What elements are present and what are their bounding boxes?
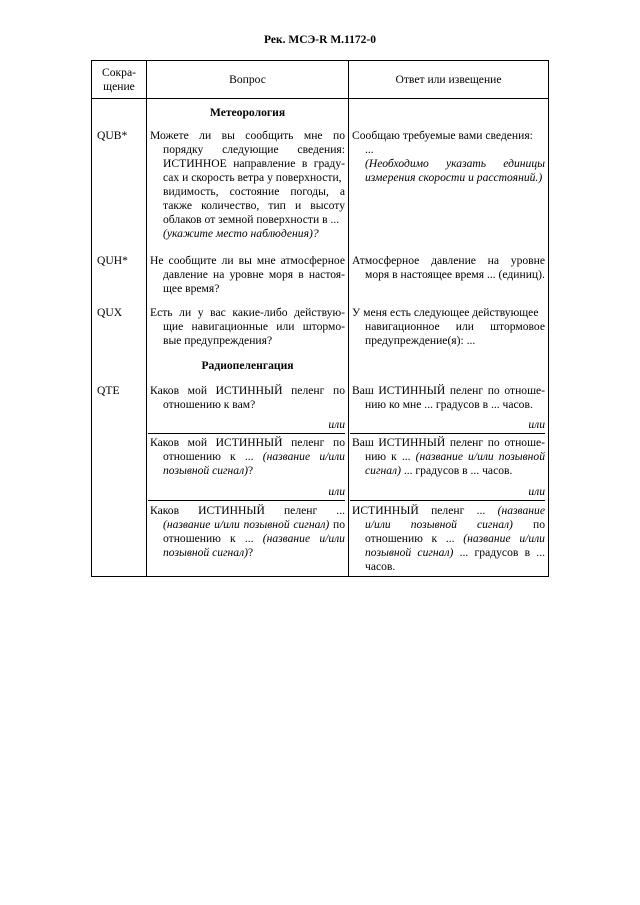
or-label: или bbox=[528, 418, 545, 431]
row-separator bbox=[148, 500, 345, 501]
text-line: ИСТИННОЕ направление в граду- bbox=[163, 157, 345, 170]
column-divider bbox=[146, 61, 147, 576]
header-abbr-line: Сокра- bbox=[102, 65, 136, 79]
row-separator bbox=[350, 500, 545, 501]
text-line: сах и скорость ветра у поверхности, bbox=[163, 171, 342, 184]
text-line: измерения скорости и расстояний.) bbox=[365, 171, 543, 184]
question-cell: Каков мой ИСТИННЫЙ пеленг по отношению к ... (название и/или позывной сигнал)? bbox=[150, 436, 345, 477]
text-line: (укажите место наблюдения)? bbox=[163, 227, 319, 240]
text-line: (название и/или позывной сигнал) по bbox=[163, 518, 345, 531]
table-header bbox=[92, 61, 548, 99]
text-line: отношению к ... (название и/или bbox=[365, 532, 545, 545]
question-cell bbox=[150, 254, 345, 296]
or-label: или bbox=[328, 418, 345, 431]
answer-cell: Ваш ИСТИННЫЙ пеленг по отноше- нию к ... (название и/или позывной сигнал) ... градусов в ... часов. bbox=[352, 436, 545, 477]
text-line: Каков ИСТИННЫЙ пеленг ... bbox=[150, 504, 345, 517]
text-line: (Необходимо указать единицы bbox=[365, 157, 545, 170]
text-line: отношению к ... (название и/или bbox=[163, 532, 345, 545]
text-line: Каков мой ИСТИННЫЙ пеленг по bbox=[150, 384, 345, 397]
answer-cell bbox=[352, 129, 545, 185]
answer-cell bbox=[352, 254, 545, 282]
text-line: Атмосферное давление на уровне bbox=[352, 254, 545, 267]
header-abbr bbox=[92, 61, 146, 98]
header-answer: Ответ или извещение bbox=[395, 72, 502, 86]
column-divider bbox=[348, 61, 349, 576]
question-cell bbox=[150, 384, 345, 412]
text-line: Есть ли у вас какие-либо действую- bbox=[150, 306, 345, 319]
text-line: позывной сигнал) ... градусов в ... bbox=[365, 546, 545, 559]
text-line: У меня есть следующее действующее bbox=[352, 306, 539, 319]
text-line: также количество, тип и высоту bbox=[163, 199, 345, 212]
text-line: Ваш ИСТИННЫЙ пеленг по отноше- bbox=[352, 384, 545, 397]
or-label: или bbox=[328, 485, 345, 498]
text-line: отношению к ... (название и/или bbox=[163, 450, 345, 463]
answer-cell bbox=[352, 384, 545, 412]
answer-cell bbox=[352, 504, 545, 574]
page-header: Рек. МСЭ-R M.1172-0 bbox=[264, 34, 376, 46]
qcode-table bbox=[91, 60, 549, 577]
section-title: Метеорология bbox=[209, 106, 286, 119]
text-line: щее время? bbox=[163, 282, 220, 295]
question-cell bbox=[150, 129, 345, 241]
text-line: облаков от земной поверхности в ... bbox=[163, 213, 340, 226]
text-line: навигационное или штормовое bbox=[365, 320, 545, 333]
question-cell: Каков ИСТИННЫЙ пеленг ... (название и/или позывной сигнал) по отношению к ... (название и/или позывной сигнал)? bbox=[150, 504, 345, 559]
text-line: Не сообщите ли вы мне атмосферное bbox=[150, 254, 345, 267]
abbr-cell: QUB* bbox=[97, 129, 128, 142]
section-title: Радиопеленгация bbox=[201, 359, 294, 372]
row-separator bbox=[148, 433, 345, 434]
text-line: давление на уровне моря в настоя- bbox=[163, 268, 345, 281]
text-line: и/или позывной сигнал) по bbox=[365, 518, 545, 531]
text-line: нию к ... (название и/или позывной bbox=[365, 450, 545, 463]
header-question: Вопрос bbox=[229, 72, 266, 86]
text-line: щие навигационные или штормо- bbox=[163, 320, 345, 333]
text-line: Сообщаю требуемые вами сведения: bbox=[352, 129, 533, 142]
text-line: видимость, состояние погоды, а bbox=[163, 185, 345, 198]
question-cell bbox=[150, 306, 345, 348]
text-line: часов. bbox=[365, 560, 396, 573]
text-line: вые предупреждения? bbox=[163, 334, 273, 347]
text-line: моря в настоящее время ... (единиц). bbox=[365, 268, 545, 281]
answer-cell bbox=[352, 306, 545, 348]
abbr-cell: QUX bbox=[97, 306, 123, 319]
row-separator bbox=[350, 433, 545, 434]
text-line: порядку следующие сведения: bbox=[163, 143, 345, 156]
text-line: Каков мой ИСТИННЫЙ пеленг по bbox=[150, 436, 345, 449]
text-line: Ваш ИСТИННЫЙ пеленг по отноше- bbox=[352, 436, 545, 449]
abbr-cell: QTE bbox=[97, 384, 120, 397]
text-line: нию ко мне ... градусов в ... часов. bbox=[365, 398, 533, 411]
text-line: ИСТИННЫЙ пеленг ... (название bbox=[352, 504, 545, 517]
or-label: или bbox=[528, 485, 545, 498]
text-line: Можете ли вы сообщить мне по bbox=[150, 129, 345, 142]
header-abbr-line: щение bbox=[103, 79, 135, 93]
text-line: ... bbox=[365, 143, 374, 156]
text-line: предупреждение(я): ... bbox=[365, 334, 476, 347]
abbr-cell: QUH* bbox=[97, 254, 128, 267]
text-line: отношению к вам? bbox=[163, 398, 256, 411]
